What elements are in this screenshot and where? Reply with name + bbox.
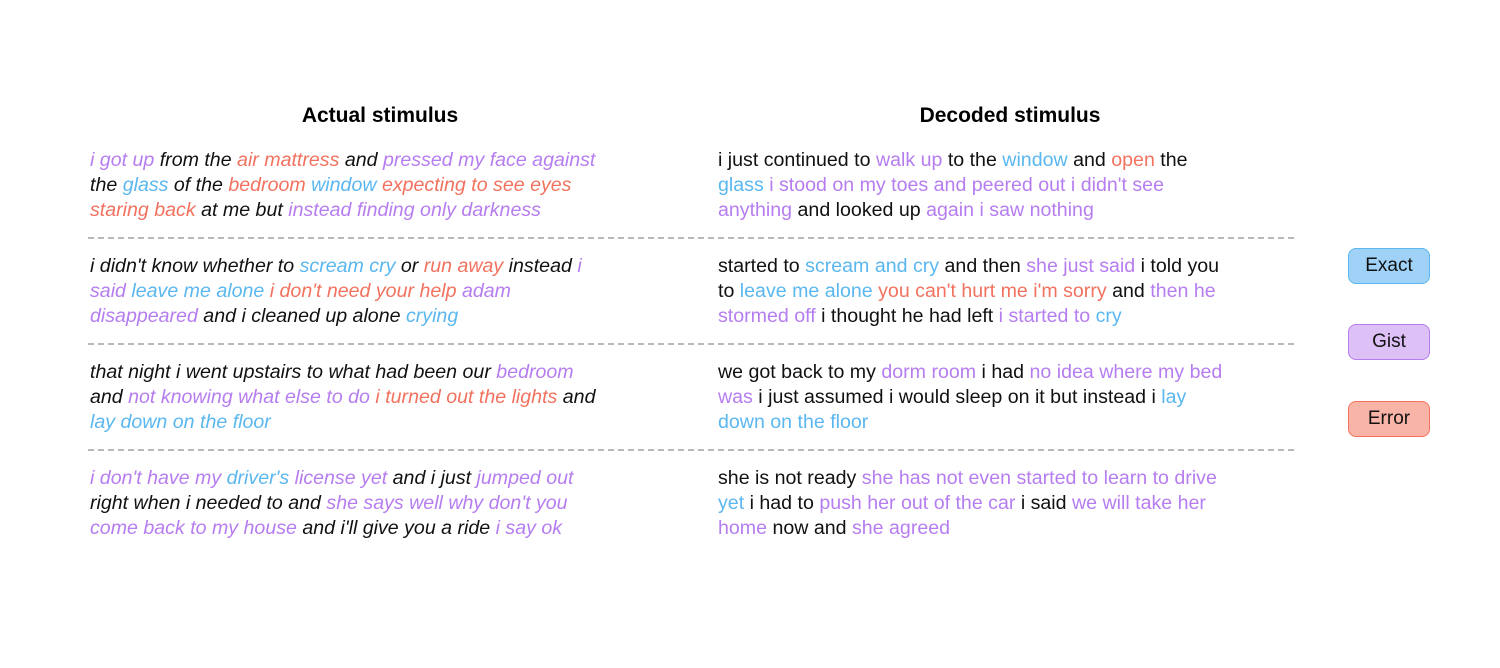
text-segment-exact: lay [1161,386,1187,408]
text-line [90,466,690,491]
text-segment-gist: was [718,386,753,408]
text-segment-none: or [395,255,424,277]
text-segment-exact: cry [1090,305,1122,327]
text-segment-gist: i say ok [495,517,563,539]
text-line [718,198,1318,223]
text-segment-gist: i [577,255,582,277]
text-segment-gist: i don't have my [90,467,227,489]
text-segment-gist: no idea where my bed [1029,361,1223,383]
text-segment-error: i turned out the lights [369,386,558,408]
text-segment-gist: then he [1150,280,1216,302]
text-segment-none: the [1154,149,1188,171]
decoded-stimulus-text [718,360,1318,435]
text-line [90,385,690,410]
actual-stimulus-text [90,254,690,329]
text-segment-error: staring back [90,199,196,221]
text-line [718,148,1318,173]
text-segment-gist: i stood on my toes and peered out i didn't see [763,174,1164,196]
text-segment-gist: we will take her [1072,492,1206,514]
text-line [90,279,690,304]
text-line [90,198,690,223]
text-segment-exact: crying [405,305,459,327]
actual-stimulus-header: Actual stimulus [301,104,459,127]
text-segment-none: and [1106,280,1151,302]
legend-gist-key: Gist [1348,324,1430,360]
stimulus-row [88,148,1294,248]
text-line [90,173,690,198]
text-segment-gist: dorm room [881,361,977,383]
text-segment-exact: driver's [226,467,290,489]
row-divider [88,343,1294,345]
text-segment-none: i had to [744,492,820,514]
text-segment-error: open [1111,149,1155,171]
text-segment-exact: down on the floor [718,411,869,433]
text-segment-gist: disappeared [90,305,198,327]
text-segment-none: i said [1015,492,1073,514]
text-segment-none: and i cleaned up alone [197,305,406,327]
actual-stimulus-text [90,466,690,541]
text-segment-none: that night i went upstairs to what had been our [90,361,497,383]
text-line [90,254,690,279]
decoded-stimulus-text [718,466,1318,541]
text-segment-error: i don't need your help [264,280,457,302]
text-segment-none: and [557,386,596,408]
text-segment-error: you can't hurt me i'm sorry [872,280,1107,302]
text-line [90,491,690,516]
text-line [90,304,690,329]
text-line [90,148,690,173]
text-segment-none: we got back to my [718,361,882,383]
row-divider [88,237,1294,239]
text-segment-gist: jumped out [476,467,574,489]
text-segment-gist: home [718,517,768,539]
text-segment-exact: lay down on the floor [90,411,271,433]
text-segment-exact: glass [718,174,764,196]
text-segment-none: i had [976,361,1030,383]
actual-stimulus-text [90,148,690,223]
text-segment-none: i thought he had left [815,305,999,327]
text-segment-none: and i just [387,467,477,489]
text-segment-exact: window [1002,149,1068,171]
decoded-stimulus-header: Decoded stimulus [919,104,1101,127]
text-segment-exact: yet [718,492,745,514]
text-line [90,410,690,435]
text-segment-gist: walk up [875,149,943,171]
text-segment-none: i just continued to [718,149,876,171]
text-segment-exact: glass [122,174,169,196]
text-segment-none: instead [503,255,578,277]
text-segment-none: i just assumed i would sleep on it but instead i [752,386,1162,408]
text-segment-exact: scream cry [299,255,396,277]
text-line [718,304,1318,329]
text-segment-error: bedroom [228,174,306,196]
text-segment-gist: push her out of the car [819,492,1016,514]
stimulus-row [88,254,1294,354]
text-segment-none: and [1067,149,1112,171]
text-line [718,173,1318,198]
text-segment-none: to the [942,149,1003,171]
text-segment-gist: not knowing what else to do [128,386,370,408]
text-segment-none: right when i needed to and [90,492,327,514]
text-segment-gist: she agreed [851,517,951,539]
text-line [90,516,690,541]
text-segment-exact: leave me alone [125,280,265,302]
text-segment-gist: i got up [90,149,155,171]
text-segment-gist: adam [456,280,511,302]
decoded-stimulus-text [718,254,1318,329]
text-segment-gist: bedroom [496,361,574,383]
text-segment-none: and [339,149,383,171]
text-segment-gist: instead finding only darkness [288,199,541,221]
text-line [718,466,1318,491]
text-segment-none: i didn't know whether to [90,255,300,277]
text-segment-none: of the [168,174,229,196]
text-segment-gist: anything [718,199,793,221]
text-segment-none: to [718,280,740,302]
text-segment-none: from the [154,149,238,171]
text-segment-gist: again i saw nothing [926,199,1094,221]
text-segment-gist: she says well why don't you [326,492,568,514]
text-line [718,279,1318,304]
text-segment-error: air mattress [237,149,340,171]
decoded-stimulus-text [718,148,1318,223]
text-segment-exact: leave me alone [739,280,873,302]
text-segment-gist: said [90,280,126,302]
text-segment-gist: license yet [289,467,388,489]
row-divider [88,449,1294,451]
actual-stimulus-text [90,360,690,435]
text-segment-none: now and [767,517,852,539]
legend-exact-key: Exact [1348,248,1430,284]
legend-error-key: Error [1348,401,1430,437]
text-segment-none: i told you [1135,255,1220,277]
text-segment-exact: scream and cry [805,255,940,277]
text-segment-none: and [90,386,129,408]
text-line [718,254,1318,279]
text-segment-error: expecting to see eyes [376,174,572,196]
text-segment-none: started to [718,255,806,277]
text-line [90,360,690,385]
text-line [718,516,1318,541]
text-segment-gist: she has not even started to learn to drive [861,467,1217,489]
text-line [718,360,1318,385]
text-segment-gist: i started to [998,305,1091,327]
text-segment-none: and looked up [792,199,927,221]
text-segment-none: at me but [195,199,289,221]
text-segment-none: the [90,174,123,196]
text-segment-exact: window [305,174,377,196]
text-segment-none: she is not ready [718,467,862,489]
text-segment-gist: come back to my house [90,517,297,539]
text-line [718,385,1318,410]
text-segment-gist: pressed my face against [382,149,596,171]
text-line [718,491,1318,516]
text-segment-error: run away [423,255,504,277]
text-segment-gist: stormed off [718,305,816,327]
text-segment-none: and i'll give you a ride [296,517,496,539]
text-segment-none: and then [939,255,1027,277]
stimulus-row [88,360,1294,460]
text-segment-gist: she just said [1026,255,1136,277]
stimulus-row [88,466,1294,566]
text-line [718,410,1318,435]
